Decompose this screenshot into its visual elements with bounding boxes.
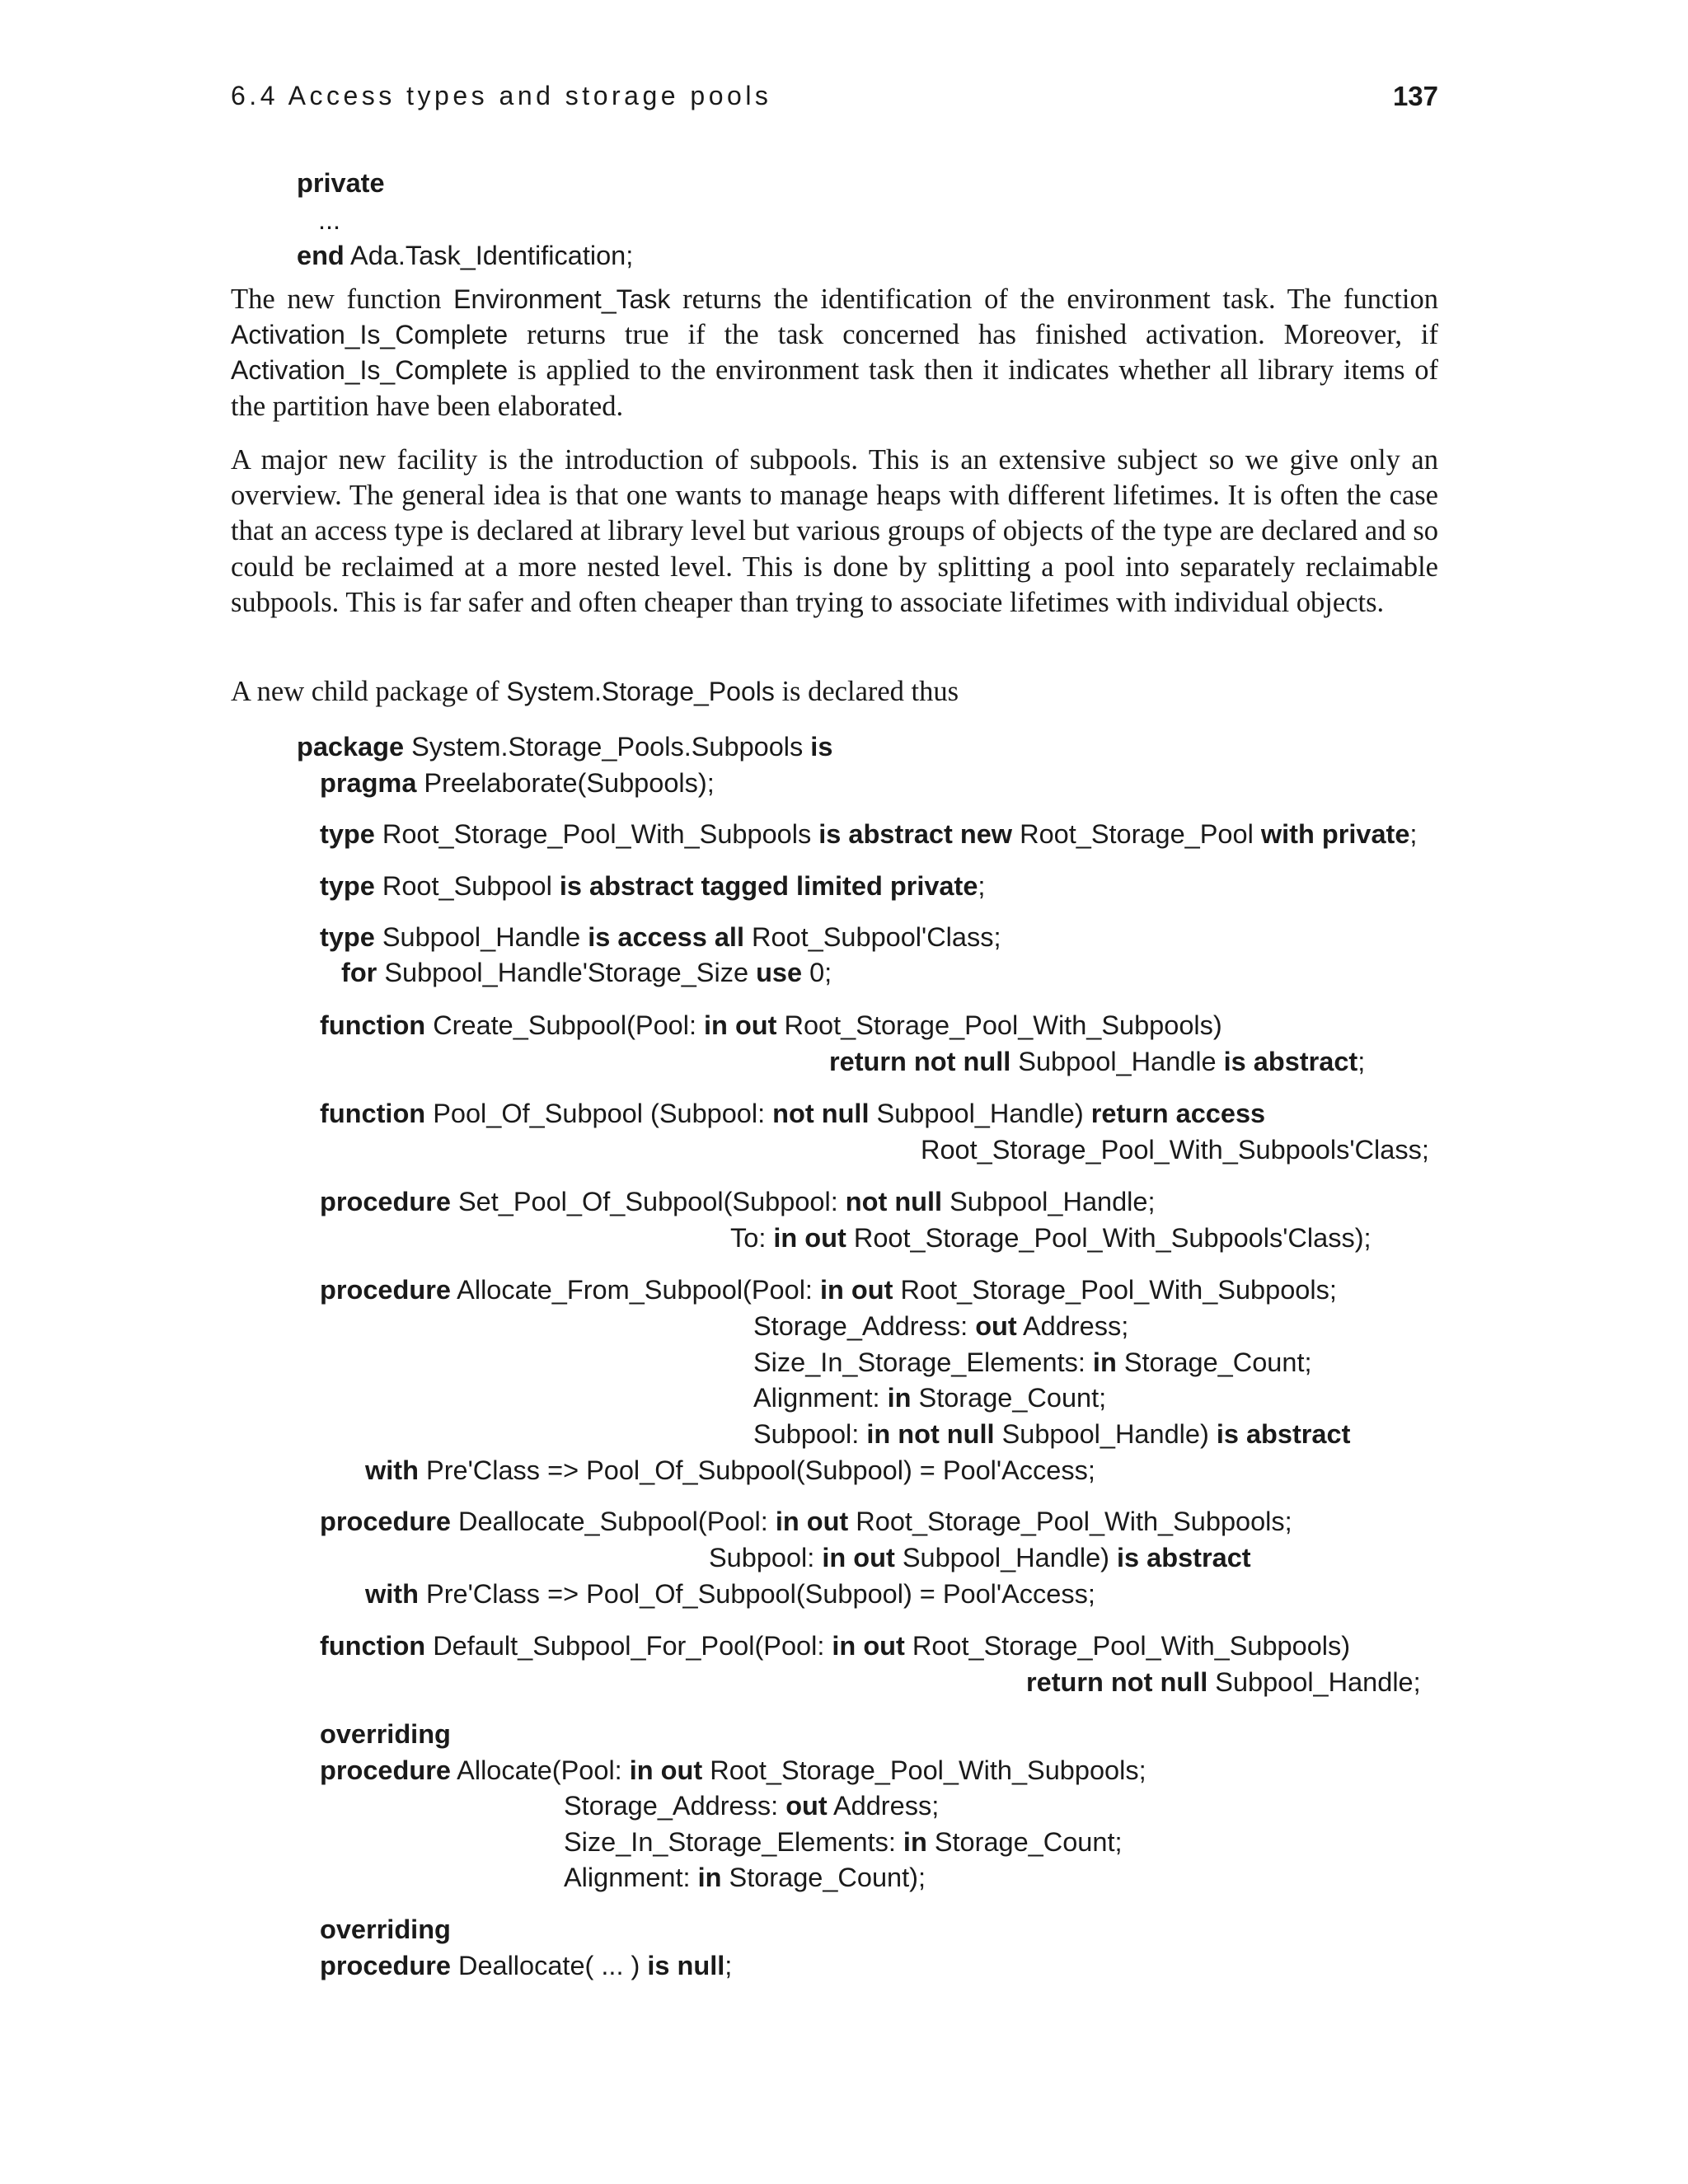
keyword: is abstract — [1216, 1419, 1351, 1449]
code-text: Size_In_Storage_Elements: — [564, 1827, 903, 1857]
keyword: in — [697, 1863, 722, 1892]
code-text: Subpool_Handle; — [942, 1187, 1156, 1216]
keyword: with private — [1260, 819, 1410, 849]
paragraph-text: The new function — [231, 284, 454, 315]
keyword: procedure — [320, 1187, 451, 1216]
code-line — [341, 954, 832, 991]
code-text: Size_In_Storage_Elements: — [753, 1347, 1093, 1377]
code-text: Alignment: — [564, 1863, 698, 1892]
code-line — [753, 1308, 1128, 1344]
code-text: Subpool_Handle — [374, 922, 588, 952]
code-text: Subpool_Handle) — [894, 1543, 1118, 1572]
code-line — [365, 1576, 1095, 1612]
keyword: is — [810, 732, 833, 762]
code-text: Root_Subpool — [374, 871, 560, 901]
paragraph-text: returns the identification of the environment task. The function — [670, 284, 1438, 315]
code-text: Allocate(Pool: — [450, 1755, 630, 1785]
keyword: return not null — [1026, 1667, 1208, 1697]
keyword: is abstract tagged limited private — [559, 871, 978, 901]
keyword: in — [1092, 1347, 1117, 1377]
code-text: Set_Pool_Of_Subpool(Subpool: — [450, 1187, 846, 1216]
code-text: Pre'Class => Pool_Of_Subpool(Subpool) = Pool'Access; — [418, 1455, 1095, 1485]
code-line — [320, 765, 715, 801]
code-line — [320, 1272, 1337, 1308]
code-text: Storage_Count); — [721, 1863, 926, 1892]
paragraph-2: A major new facility is the introduction of subpools. This is an extensive subject so we give only an overview. The general idea is that one wants to manage heaps with different lifetimes. It is often the case that an access type is declared at library level but various groups of objects of the type are declared and so could be reclaimed at a more nested level. This is done by splitting a pool into separately reclaimable subpools. This is far safer and often cheaper than trying to associate lifetimes with individual objects. — [231, 444, 1438, 618]
inline-code: Activation_Is_Complete — [231, 355, 509, 386]
inline-code: System.Storage_Pools — [506, 677, 775, 706]
keyword: procedure — [320, 1507, 451, 1536]
keyword: end — [297, 241, 345, 270]
code-text: Storage_Count; — [911, 1383, 1107, 1413]
paragraph-1 — [231, 282, 1438, 424]
code-text: Create_Subpool(Pool: — [425, 1010, 705, 1040]
code-line — [730, 1220, 1372, 1256]
keyword: in not null — [866, 1419, 995, 1449]
keyword: function — [320, 1010, 426, 1040]
keyword: in out — [775, 1507, 849, 1536]
code-line — [297, 237, 633, 274]
paragraph-text: is declared thus — [774, 676, 959, 707]
keyword: use — [756, 958, 803, 987]
keyword: overriding — [320, 1719, 451, 1749]
keyword: out — [785, 1791, 828, 1821]
keyword: return access — [1090, 1099, 1266, 1128]
code-line — [320, 919, 1001, 955]
code-text: Root_Storage_Pool_With_Subpools) — [776, 1010, 1222, 1040]
code-line — [564, 1859, 926, 1896]
keyword: is abstract new — [818, 819, 1013, 849]
code-line — [320, 868, 985, 904]
keyword: private — [297, 168, 385, 198]
code-text: Subpool_Handle; — [1207, 1667, 1421, 1697]
code-text: Address; — [827, 1791, 940, 1821]
keyword: not null — [845, 1187, 943, 1216]
code-text: Subpool_Handle'Storage_Size — [377, 958, 757, 987]
code-line — [1026, 1664, 1421, 1700]
keyword: is access all — [588, 922, 744, 952]
code-text: Address; — [1016, 1311, 1129, 1341]
code-text: Subpool: — [753, 1419, 867, 1449]
keyword: overriding — [320, 1915, 451, 1944]
code-line — [921, 1132, 1429, 1168]
keyword: in — [887, 1383, 912, 1413]
code-line — [320, 1628, 1350, 1664]
keyword: pragma — [320, 768, 417, 798]
code-text: Root_Storage_Pool_With_Subpools — [374, 819, 819, 849]
code-text: Storage_Count; — [926, 1827, 1123, 1857]
code-line — [753, 1380, 1106, 1416]
code-text: Pre'Class => Pool_Of_Subpool(Subpool) = Pool'Access; — [418, 1579, 1095, 1609]
code-line — [320, 1716, 451, 1752]
code-text: Alignment: — [753, 1383, 888, 1413]
keyword: with — [365, 1455, 419, 1485]
code-line — [564, 1788, 939, 1824]
code-line — [753, 1344, 1312, 1380]
code-line — [297, 729, 832, 765]
code-text: To: — [730, 1223, 774, 1253]
code-text: Ada.Task_Identification; — [344, 241, 634, 270]
code-line — [320, 1752, 1146, 1788]
code-text: Pool_Of_Subpool (Subpool: — [425, 1099, 773, 1128]
keyword: is abstract — [1223, 1047, 1358, 1076]
code-text: Preelaborate(Subpools); — [416, 768, 715, 798]
keyword: with — [365, 1579, 419, 1609]
code-line — [320, 1947, 732, 1984]
paragraph-text: A new child package of — [231, 676, 507, 707]
keyword: procedure — [320, 1755, 451, 1785]
code-text: Root_Storage_Pool_With_Subpools) — [904, 1631, 1351, 1661]
code-text: Root_Storage_Pool_With_Subpools'Class; — [921, 1135, 1429, 1165]
code-line — [320, 1007, 1222, 1043]
code-text: Root_Storage_Pool_With_Subpools'Class); — [846, 1223, 1372, 1253]
code-text: Deallocate( ... ) — [450, 1951, 648, 1980]
code-text: Allocate_From_Subpool(Pool: — [450, 1275, 820, 1305]
code-text: Storage_Address: — [753, 1311, 976, 1341]
code-line — [564, 1824, 1123, 1860]
code-line — [709, 1540, 1251, 1576]
code-text: ; — [1357, 1047, 1366, 1076]
code-line — [320, 1503, 1292, 1540]
code-text: Deallocate_Subpool(Pool: — [450, 1507, 776, 1536]
code-text: Subpool_Handle) — [869, 1099, 1091, 1128]
inline-code: Activation_Is_Complete — [231, 320, 509, 350]
code-line — [320, 1183, 1156, 1220]
keyword: out — [975, 1311, 1017, 1341]
keyword: function — [320, 1099, 426, 1128]
keyword: for — [341, 958, 377, 987]
code-line — [318, 202, 340, 238]
code-text: ; — [724, 1951, 733, 1980]
code-line — [320, 1095, 1265, 1132]
code-text: Root_Storage_Pool_With_Subpools; — [848, 1507, 1292, 1536]
paragraph-3 — [231, 674, 1438, 710]
code-line — [320, 1911, 451, 1947]
keyword: not null — [772, 1099, 870, 1128]
keyword: procedure — [320, 1951, 451, 1980]
code-text: ; — [1409, 819, 1418, 849]
keyword: type — [320, 819, 375, 849]
code-text: 0; — [802, 958, 832, 987]
code-text: Root_Subpool'Class; — [743, 922, 1001, 952]
code-text: ... — [318, 205, 341, 235]
page-number: 137 — [1392, 81, 1438, 111]
running-head: 6.4 Access types and storage pools — [231, 81, 772, 110]
code-line — [829, 1043, 1365, 1080]
code-text: Default_Subpool_For_Pool(Pool: — [425, 1631, 832, 1661]
keyword: in — [903, 1827, 927, 1857]
keyword: is null — [647, 1951, 725, 1980]
code-text: Root_Storage_Pool_With_Subpools; — [893, 1275, 1337, 1305]
code-text: Root_Storage_Pool — [1012, 819, 1261, 849]
inline-code: Environment_Task — [453, 284, 671, 314]
code-text: System.Storage_Pools.Subpools — [404, 732, 811, 762]
keyword: is abstract — [1117, 1543, 1251, 1572]
paragraph-text: is applied to the environment task then it indicates whether all library items of the partition have been elaborated. — [231, 354, 1438, 422]
keyword: function — [320, 1631, 426, 1661]
page-header — [231, 81, 1438, 117]
keyword: in out — [629, 1755, 703, 1785]
keyword: type — [320, 922, 375, 952]
keyword: return not null — [829, 1047, 1011, 1076]
keyword: in out — [819, 1275, 893, 1305]
keyword: in out — [704, 1010, 777, 1040]
code-line — [320, 816, 1417, 852]
keyword: in out — [832, 1631, 905, 1661]
keyword: procedure — [320, 1275, 451, 1305]
code-text: Root_Storage_Pool_With_Subpools; — [702, 1755, 1146, 1785]
keyword: in out — [773, 1223, 846, 1253]
code-text: Subpool: — [709, 1543, 823, 1572]
keyword: package — [297, 732, 405, 762]
code-text: ; — [978, 871, 986, 901]
keyword: type — [320, 871, 375, 901]
code-text: Storage_Address: — [564, 1791, 786, 1821]
keyword: in out — [822, 1543, 895, 1572]
code-text: Subpool_Handle — [1010, 1047, 1224, 1076]
code-line — [365, 1452, 1095, 1488]
code-text: Storage_Count; — [1116, 1347, 1312, 1377]
paragraph-text: returns true if the task concerned has finished activation. Moreover, if — [508, 319, 1438, 351]
code-line — [297, 165, 385, 201]
code-line — [753, 1416, 1350, 1452]
code-text: Subpool_Handle) — [994, 1419, 1217, 1449]
